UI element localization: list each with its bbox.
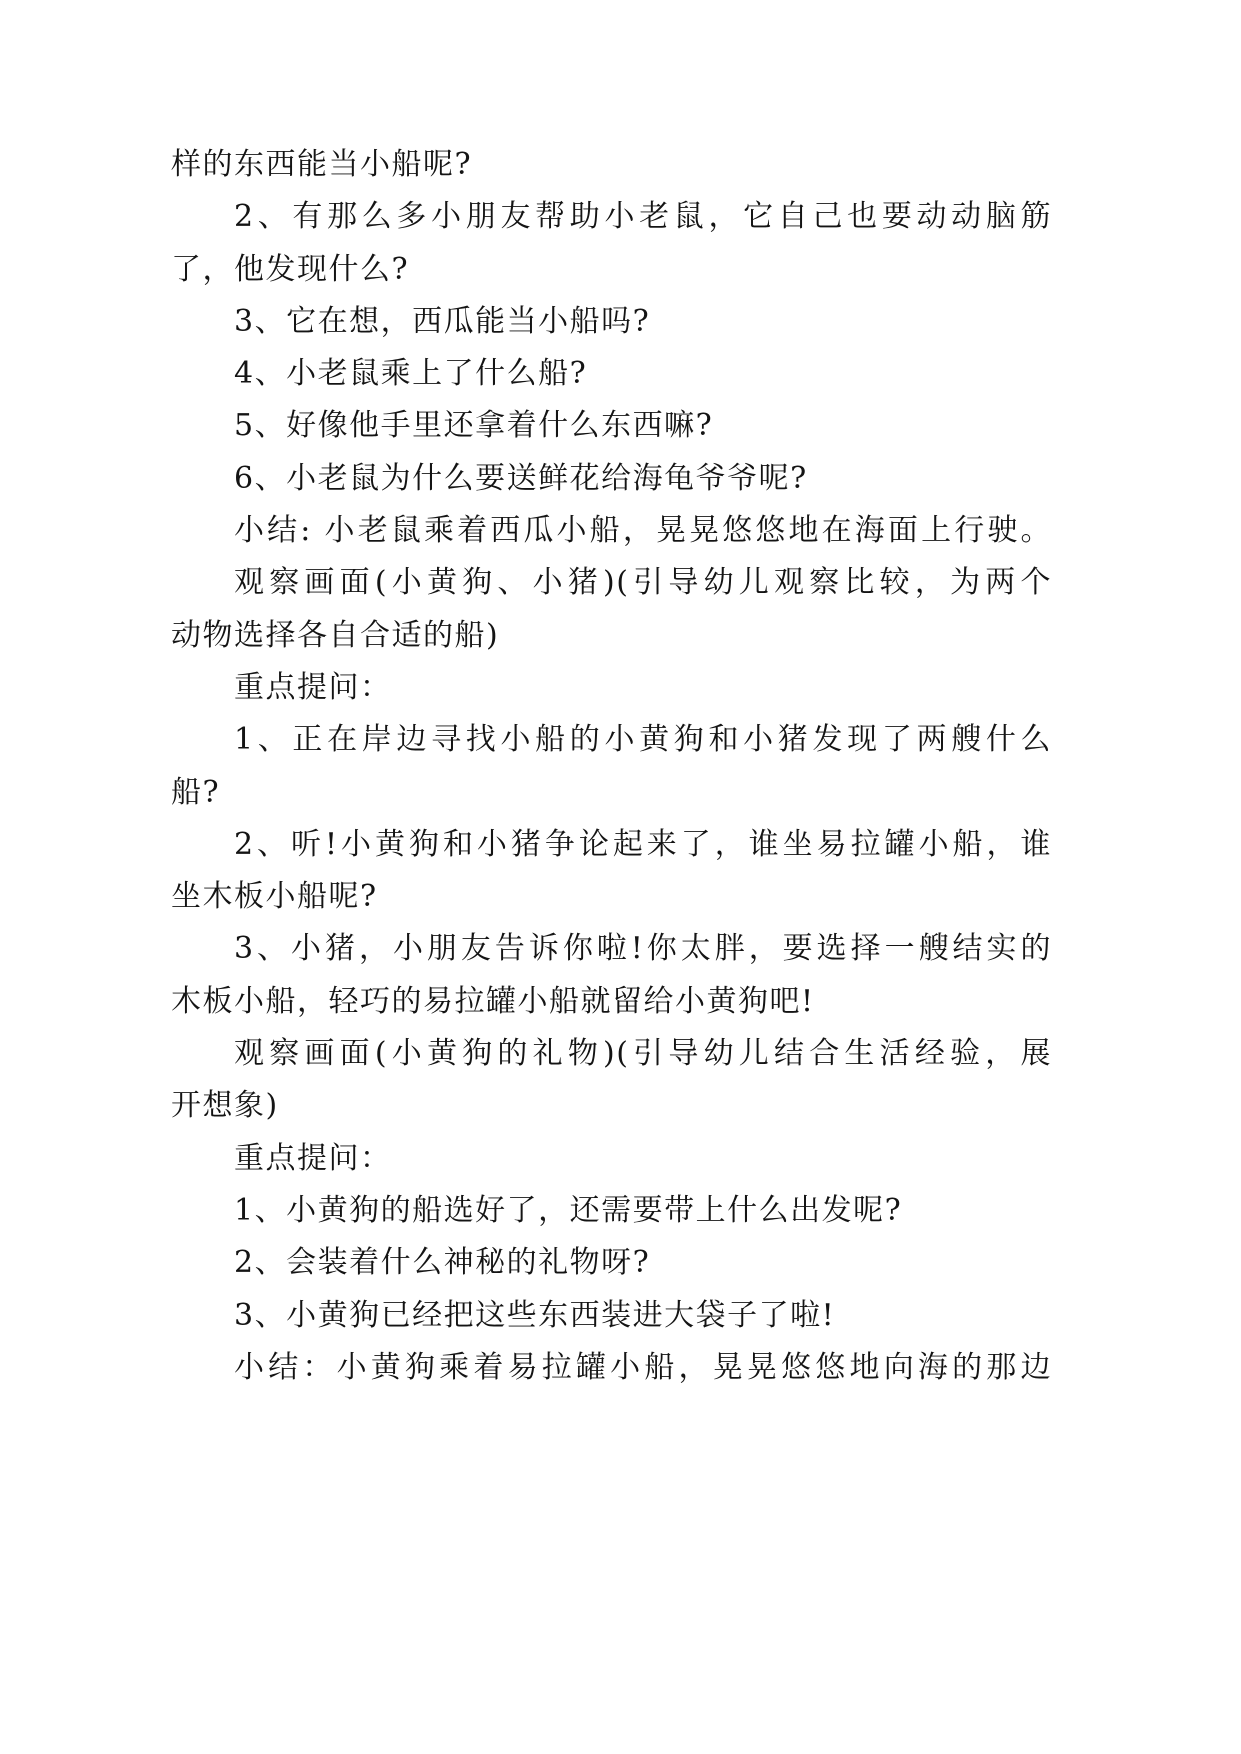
text-line: 4、小老鼠乘上了什么船?: [234, 356, 588, 392]
text-line: 3、它在想，西瓜能当小船吗?: [234, 303, 651, 339]
text-line: 小结: 小老鼠乘着西瓜小船，晃晃悠悠地在海面上行驶。: [234, 513, 1052, 549]
text-line: 1、小黄狗的船选好了，还需要带上什么出发呢?: [234, 1192, 903, 1228]
question-item: [171, 453, 1052, 505]
question-item: [171, 714, 1052, 819]
text-line: 样的东西能当小船呢?: [171, 147, 473, 182]
text-line: 重点提问：: [234, 1140, 392, 1176]
question-item: [171, 923, 1052, 1028]
text-line: 坐木板小船呢?: [171, 879, 378, 915]
text-line: 2、听!小黄狗和小猪争论起来了，谁坐易拉罐小船，谁: [234, 826, 1052, 862]
document-body: [171, 139, 1052, 1394]
text-line: 动物选择各自合适的船): [171, 617, 500, 653]
key-questions-heading: [171, 662, 1052, 714]
text-line: 观察画面(小黄狗、小猪)(引导幼儿观察比较，为两个: [234, 565, 1052, 601]
text-line: 5、好像他手里还拿着什么东西嘛?: [234, 408, 714, 444]
text-line: 3、小黄狗已经把这些东西装进大袋子了啦!: [234, 1297, 836, 1333]
question-item: [171, 1185, 1052, 1237]
question-item: [171, 1290, 1052, 1342]
text-line: 2、有那么多小朋友帮助小老鼠，它自己也要动动脑筋: [234, 199, 1052, 235]
key-questions-heading: [171, 1133, 1052, 1185]
question-item: [171, 1237, 1052, 1289]
text-line: 1、正在岸边寻找小船的小黄狗和小猪发现了两艘什么: [234, 722, 1052, 758]
text-line: 船?: [171, 774, 221, 810]
question-item: [171, 348, 1052, 400]
text-line: 开想象): [171, 1088, 279, 1124]
summary-paragraph: [171, 505, 1052, 557]
text-line: 木板小船，轻巧的易拉罐小船就留给小黄狗吧!: [171, 983, 815, 1019]
text-line: 了，他发现什么?: [171, 251, 410, 287]
text-line: 3、小猪，小朋友告诉你啦!你太胖，要选择一艘结实的: [234, 931, 1052, 967]
paragraph-continuation: [171, 139, 1052, 191]
observation-paragraph: [171, 1028, 1052, 1133]
text-line: 小结：小黄狗乘着易拉罐小船，晃晃悠悠地向海的那边: [234, 1349, 1052, 1385]
text-line: 2、会装着什么神秘的礼物呀?: [234, 1245, 651, 1281]
question-item: [171, 191, 1052, 296]
text-line: 6、小老鼠为什么要送鲜花给海龟爷爷呢?: [234, 460, 808, 496]
text-line: 重点提问：: [234, 669, 392, 705]
text-line: 观察画面(小黄狗的礼物)(引导幼儿结合生活经验，展: [234, 1036, 1052, 1072]
question-item: [171, 819, 1052, 924]
question-item: [171, 296, 1052, 348]
summary-paragraph: [171, 1342, 1052, 1394]
observation-paragraph: [171, 557, 1052, 662]
question-item: [171, 400, 1052, 452]
